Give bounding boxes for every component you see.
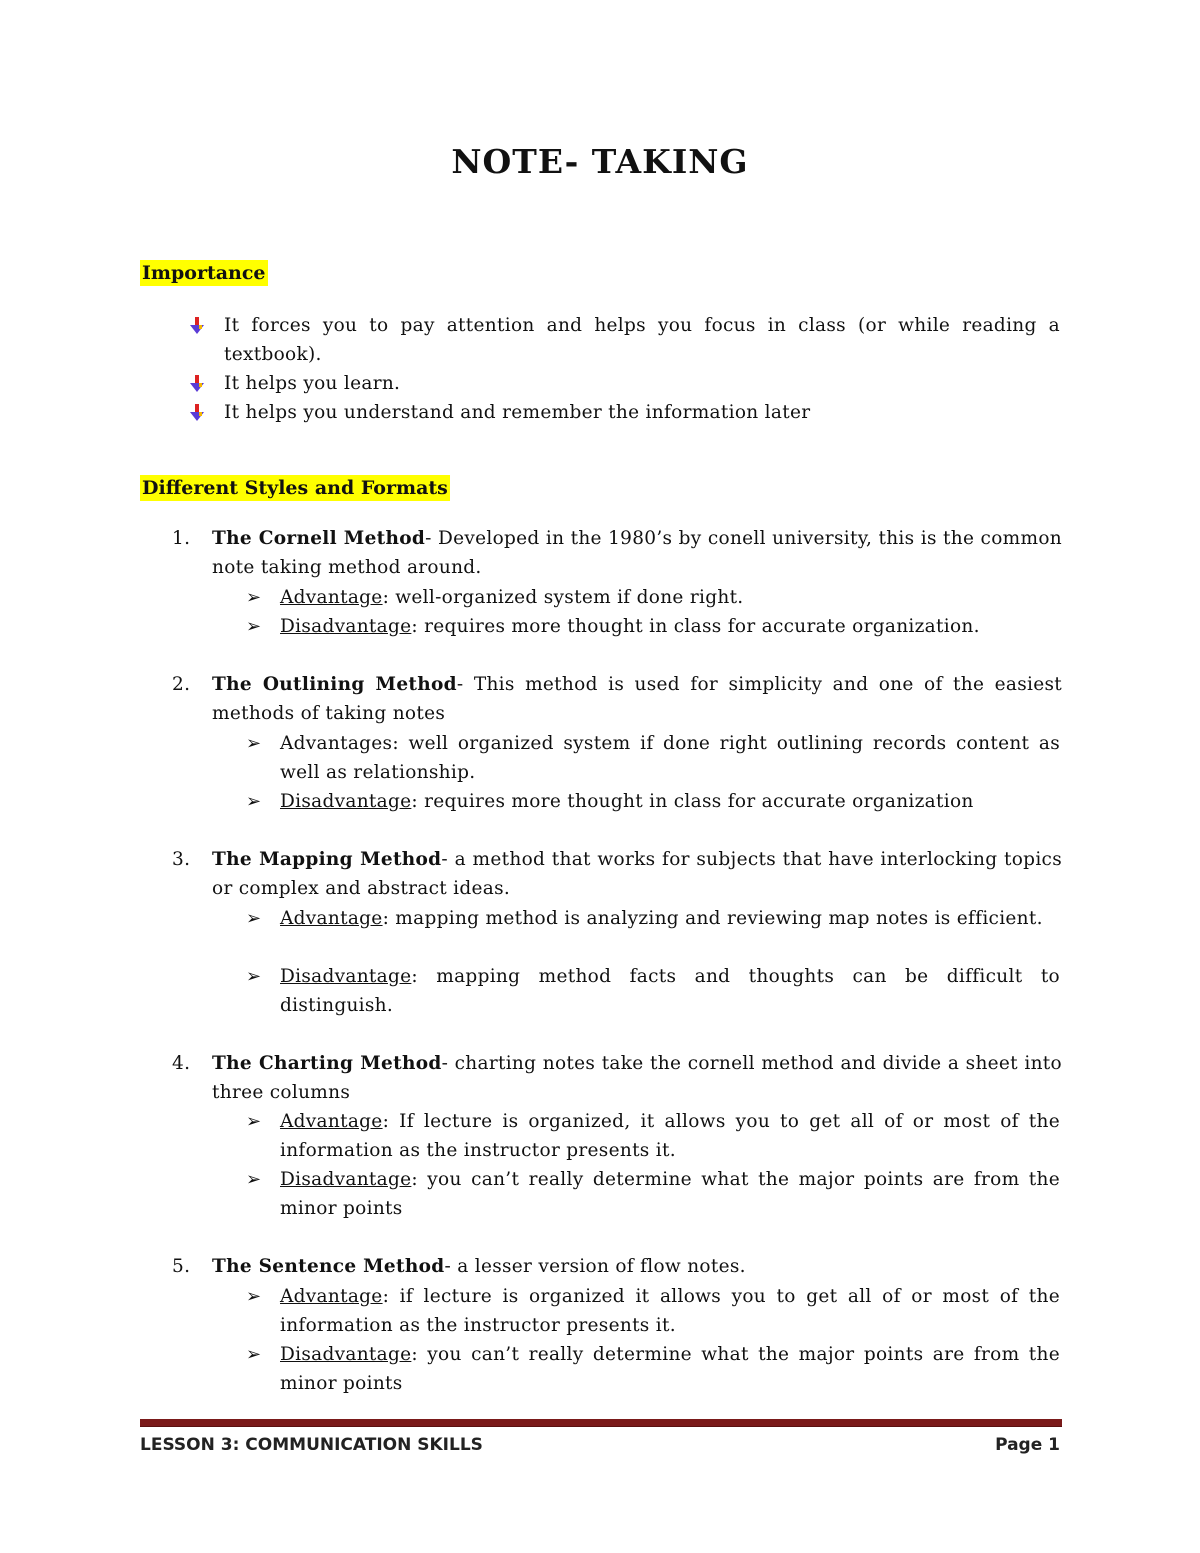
sub-text: : if lecture is organized it allows you to get all of or most of the information as the instructor presents it. [280, 1286, 1060, 1336]
sub-label: Disadvantage [280, 1344, 412, 1365]
method-text [212, 524, 1062, 582]
method-name: The Outlining Method [212, 674, 457, 695]
sub-text: : mapping method is analyzing and reviewing map notes is efficient. [382, 908, 1043, 929]
method-text [212, 1252, 1062, 1281]
sub-label: Disadvantage [280, 1169, 412, 1190]
method-number: 2. [172, 674, 191, 695]
arrow-bullet-icon: ➢ [246, 1111, 262, 1132]
sub-text: : requires more thought in class for accurate organization [411, 791, 974, 812]
arrow-bullet-icon: ➢ [246, 1344, 262, 1365]
arrow-bullet-icon: ➢ [246, 966, 262, 987]
styles-heading [140, 477, 450, 499]
method-number: 4. [172, 1053, 191, 1074]
arrow-bullet-icon [190, 317, 204, 335]
method-name: The Sentence Method [212, 1256, 445, 1277]
sub-text: : you can’t really determine what the major points are from the minor points [280, 1169, 1060, 1219]
method-text [212, 1049, 1062, 1107]
method-name: The Charting Method [212, 1053, 442, 1074]
method-desc: - This method is used for simplicity and one of the easiest methods of taking notes [212, 674, 1062, 724]
sub-label: Disadvantage [280, 966, 412, 987]
method-number: 5. [172, 1256, 191, 1277]
arrow-bullet-icon: ➢ [246, 616, 262, 637]
sub-text: : mapping method facts and thoughts can be difficult to distinguish. [280, 966, 1060, 1016]
importance-heading-label: Importance [142, 262, 266, 284]
importance-bullet-text: It helps you understand and remember the information later [224, 402, 811, 423]
sub-label: Disadvantage [280, 791, 412, 812]
arrow-bullet-icon [190, 404, 204, 422]
method-text [212, 670, 1062, 728]
footer-lesson-title: LESSON 3: COMMUNICATION SKILLS [140, 1435, 483, 1455]
sub-label: Advantage [280, 1286, 383, 1307]
arrow-bullet-icon: ➢ [246, 1169, 262, 1190]
method-desc: - charting notes take the cornell method and divide a sheet into three columns [212, 1053, 1062, 1103]
method-desc: - Developed in the 1980’s by conell university, this is the common note taking method around. [212, 528, 1062, 578]
sub-label: Disadvantage [280, 616, 412, 637]
arrow-bullet-icon: ➢ [246, 1286, 262, 1307]
method-desc: - a lesser version of flow notes. [444, 1256, 746, 1277]
arrow-bullet-icon [190, 375, 204, 393]
method-number: 1. [172, 528, 191, 549]
styles-heading-label: Different Styles and Formats [142, 477, 448, 499]
importance-heading [140, 262, 268, 284]
method-desc: - a method that works for subjects that have interlocking topics or complex and abstract ideas. [212, 849, 1062, 899]
sub-text: Advantages: well organized system if done right outlining records content as well as relationship. [280, 733, 1060, 783]
importance-bullet-text: It helps you learn. [224, 373, 401, 394]
footer-rule [140, 1419, 1062, 1427]
method-text [212, 845, 1062, 903]
sub-label: Advantage [280, 908, 383, 929]
sub-text: : If lecture is organized, it allows you to get all of or most of the information as the instructor presents it. [280, 1111, 1060, 1161]
importance-bullet-text: It forces you to pay attention and helps you focus in class (or while reading a textbook). [224, 315, 1060, 365]
footer-page-number: Page 1 [995, 1435, 1060, 1455]
method-number: 3. [172, 849, 191, 870]
page-title: NOTE- TAKING [451, 142, 749, 181]
method-name: The Cornell Method [212, 528, 426, 549]
sub-label: Advantage [280, 1111, 383, 1132]
arrow-bullet-icon: ➢ [246, 587, 262, 608]
arrow-bullet-icon: ➢ [246, 908, 262, 929]
sub-text: : well-organized system if done right. [382, 587, 744, 608]
arrow-bullet-icon: ➢ [246, 791, 262, 812]
arrow-bullet-icon: ➢ [246, 733, 262, 754]
sub-label: Advantage [280, 587, 383, 608]
sub-text: : requires more thought in class for accurate organization. [411, 616, 980, 637]
sub-text: : you can’t really determine what the major points are from the minor points [280, 1344, 1060, 1394]
method-name: The Mapping Method [212, 849, 442, 870]
